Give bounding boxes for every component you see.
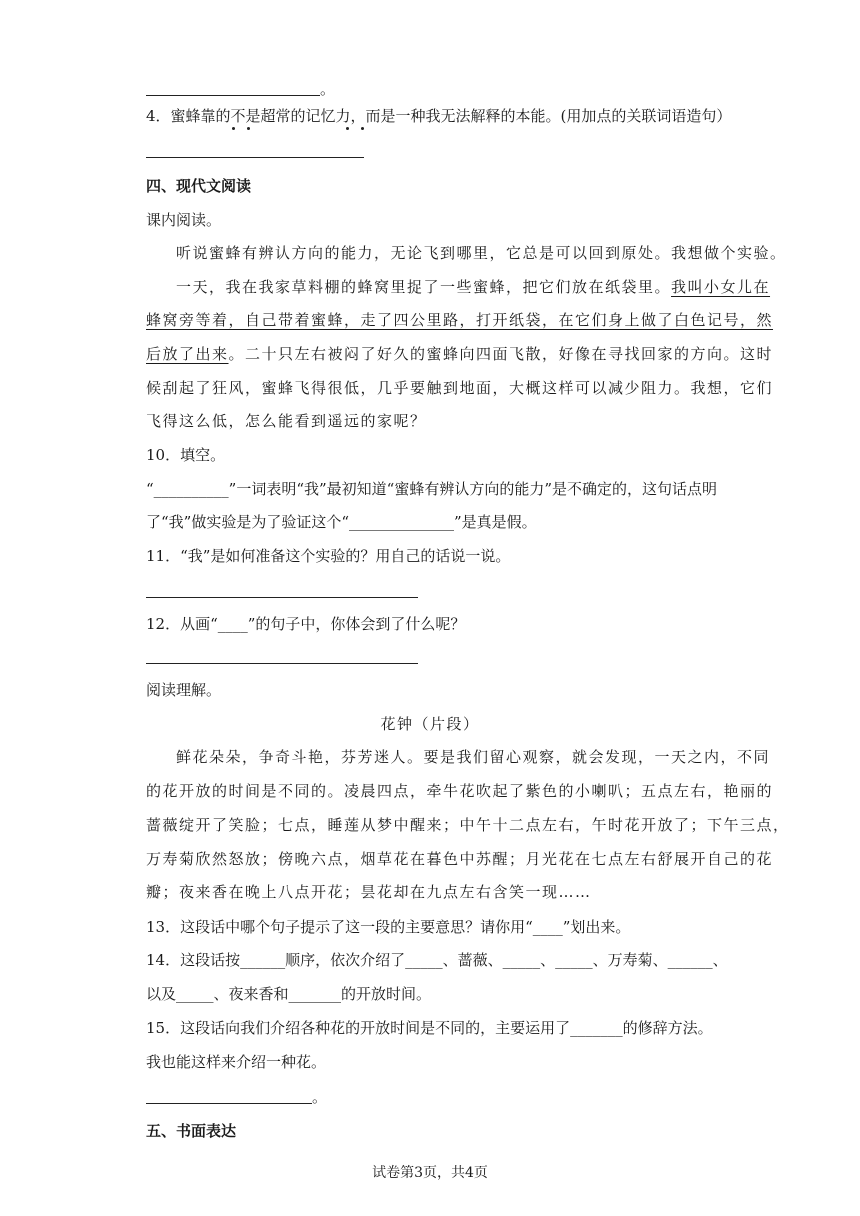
passage-line: 飞得这么低，怎么能看到遥远的家呢？ bbox=[146, 412, 427, 430]
question-14-line: 14．这段话按______顺序，依次介绍了_____、蔷薇、_____、_____、万寿菊、______、 bbox=[146, 951, 728, 969]
passage-text: 一天，我在我家草料棚的蜂窝里捉了一些蜜蜂，把它们放在纸袋里。 bbox=[176, 278, 672, 296]
question-10-line: 了“我”做实验是为了验证这个“______________”是真是假。 bbox=[146, 513, 537, 531]
answer-line[interactable] bbox=[146, 597, 418, 598]
answer-line-suffix: 。 bbox=[320, 80, 336, 98]
underlined-sentence: 蜂窝旁等着，自己带着蜜蜂，走了四公里路，打开纸袋，在它们身上做了白色记号，然 bbox=[146, 311, 774, 329]
passage-line: 蔷薇绽开了笑脸；七点，睡莲从梦中醒来；中午十二点左右，午时花开放了；下午三点， bbox=[146, 816, 790, 834]
answer-line[interactable] bbox=[146, 663, 418, 664]
passage-title: 花钟（片段） bbox=[380, 715, 480, 733]
answer-line[interactable] bbox=[146, 157, 364, 158]
question-14-line: 以及_____、夜来香和_______的开放时间。 bbox=[146, 985, 432, 1003]
emphasis-dot bbox=[247, 127, 250, 130]
passage-text: 。二十只左右被闷了好久的蜜蜂向四面飞散，好像在寻找回家的方向。这时 bbox=[228, 345, 774, 363]
underlined-sentence: 我叫小女儿在 bbox=[671, 278, 771, 296]
question-11: 11．“我”是如何准备这个实验的？用自己的话说一说。 bbox=[146, 547, 511, 565]
passage-line bbox=[176, 277, 770, 297]
answer-line-suffix: 。 bbox=[312, 1088, 328, 1106]
question-12: 12．从画“____”的句子中，你体会到了什么呢？ bbox=[146, 615, 466, 633]
emphasis-dot bbox=[361, 127, 364, 130]
section-heading: 五、书面表达 bbox=[146, 1122, 237, 1140]
page-footer: 试卷第3页，共4页 bbox=[372, 1165, 488, 1181]
question-10-line: “__________”一词表明“我”最初知道“蜜蜂有辨认方向的能力”是不确定的，这句话点明 bbox=[146, 480, 718, 498]
part-label: 课内阅读。 bbox=[146, 211, 222, 229]
passage-line: 鲜花朵朵，争奇斗艳，芬芳迷人。要是我们留心观察，就会发现，一天之内，不同 bbox=[176, 748, 771, 766]
question-10-label: 10．填空。 bbox=[146, 446, 226, 464]
answer-line[interactable] bbox=[146, 95, 320, 96]
question-15-line: 15．这段话向我们介绍各种花的开放时间是不同的，主要运用了_______的修辞方法。 bbox=[146, 1019, 713, 1037]
answer-line[interactable] bbox=[146, 1103, 312, 1104]
part-label: 阅读理解。 bbox=[146, 681, 222, 699]
emphasis-dot bbox=[232, 127, 235, 130]
emphasis-dot bbox=[346, 127, 349, 130]
question-15-line: 我也能这样来介绍一种花。 bbox=[146, 1053, 327, 1071]
underlined-sentence: 后放了出来 bbox=[146, 345, 229, 363]
question-13: 13．这段话中哪个句子提示了这一段的主要意思？请你用“____”划出来。 bbox=[146, 918, 631, 936]
passage-line: 的花开放的时间是不同的。凌晨四点，牵牛花吹起了紫色的小喇叭；五点左右，艳丽的 bbox=[146, 782, 774, 800]
passage-line bbox=[146, 344, 773, 364]
question-4: 4．蜜蜂靠的不是超常的记忆力，而是一种我无法解释的本能。(用加点的关联词语造句） bbox=[146, 107, 732, 125]
passage-line: 听说蜜蜂有辨认方向的能力，无论飞到哪里，它总是可以回到原处。我想做个实验。 bbox=[176, 244, 787, 262]
passage-line: 万寿菊欣然怒放；傍晚六点，烟草花在暮色中苏醒；月光花在七点左右舒展开自己的花 bbox=[146, 850, 774, 868]
passage-line: 瓣；夜来香在晚上八点开花；昙花却在九点左右含笑一现…… bbox=[146, 883, 592, 901]
passage-line: 候刮起了狂风，蜜蜂飞得很低，几乎要触到地面，大概这样可以减少阻力。我想，它们 bbox=[146, 379, 774, 397]
section-heading: 四、现代文阅读 bbox=[146, 177, 252, 195]
